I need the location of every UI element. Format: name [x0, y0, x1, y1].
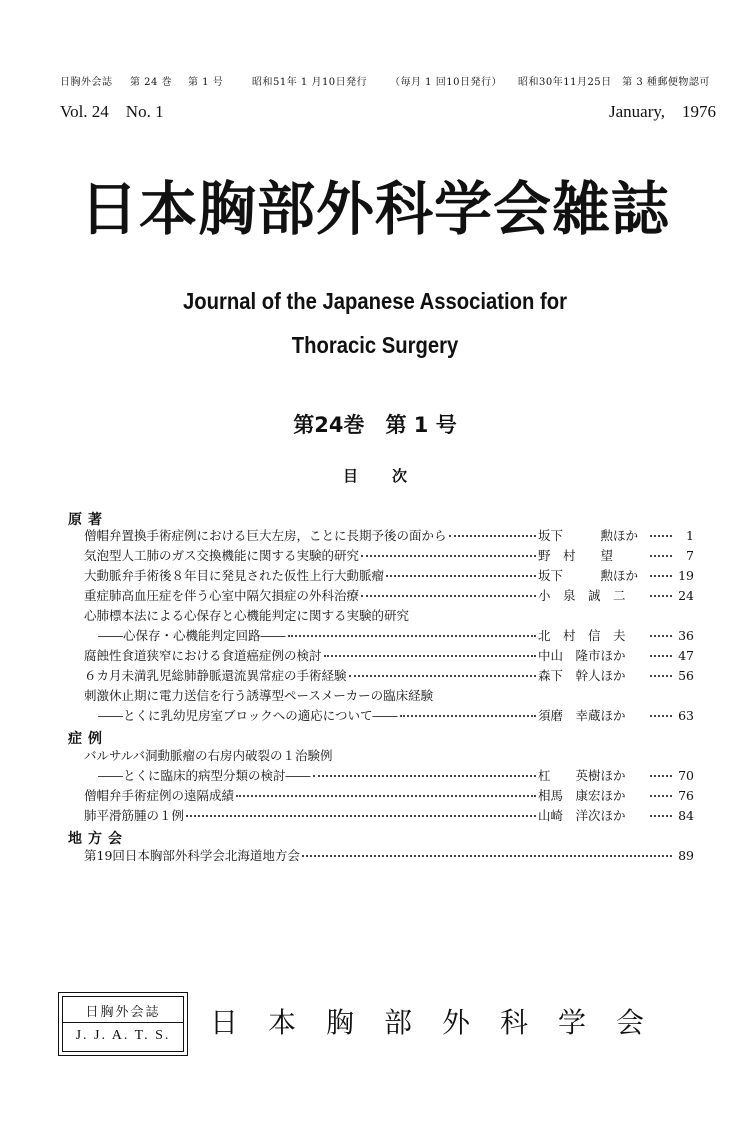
entry-page: 70 [678, 768, 694, 783]
toc-entry[interactable] [84, 526, 694, 546]
entry-title: 僧帽弁置換手術症例における巨大左房，ことに長期予後の面から [84, 528, 447, 543]
leader-dots [650, 654, 672, 657]
entry-subtitle: ――心保存・心機能判定回路―― [98, 628, 286, 643]
journal-title-english-line1: Journal of the Japanese Association for [183, 288, 567, 314]
leader-dots [288, 634, 536, 637]
journal-abbrev-badge [62, 996, 184, 1052]
leader-dots [650, 634, 672, 637]
entry-title: ６カ月未満乳児総肺静脈還流異常症の手術経験 [84, 668, 347, 683]
leader-dots [650, 554, 672, 557]
contents-heading: 目次 [342, 467, 441, 485]
toc-entry[interactable] [84, 646, 694, 666]
leader-dots [324, 654, 536, 657]
entry-page: 7 [686, 548, 694, 563]
entry-author: 坂下 勲ほか [538, 528, 639, 543]
entry-author: 森下 幹人ほか [538, 668, 626, 683]
toc-entry[interactable] [84, 846, 694, 866]
entry-author: 山崎 洋次ほか [538, 808, 626, 823]
journal-title-japanese: 日本胸部外科学会雑誌 [79, 175, 670, 243]
society-name: 日本胸部外科学会 [210, 1006, 675, 1039]
pubinfo-abbrev: 日胸外会誌 [60, 77, 113, 88]
issue-heading: 第24巻 第 1 号 [293, 413, 457, 437]
toc-entry[interactable] [98, 626, 694, 646]
badge-english-abbrev: J. J. A. T. S. [75, 1028, 171, 1043]
toc-entry[interactable] [84, 566, 694, 586]
entry-subtitle: ――とくに乳幼児房室ブロックへの適応について―― [98, 708, 398, 723]
section-regional-meetings: 地方会 [68, 831, 128, 847]
entry-title: 肺平滑筋腫の１例 [84, 808, 185, 823]
entry-author: 北 村 信 夫 [538, 628, 626, 643]
journal-title-english-line2: Thoracic Surgery [291, 332, 459, 358]
leader-dots [650, 774, 672, 777]
toc-entry[interactable] [98, 766, 694, 786]
entry-title: 腐蝕性食道狭窄における食道癌症例の検討 [84, 648, 322, 663]
entry-author: 野 村 望 [538, 548, 614, 563]
pubinfo-issued: 昭和51年 1 月10日発行 [252, 77, 368, 88]
section-original-articles: 原著 [68, 512, 108, 528]
badge-japanese-abbrev: 日胸外会誌 [85, 1005, 161, 1020]
pubinfo-volume: 第 24 巻 [130, 77, 173, 88]
leader-dots [349, 674, 536, 677]
leader-dots [449, 534, 536, 537]
entry-page: 84 [678, 808, 694, 823]
section-case-reports: 症例 [68, 731, 108, 747]
leader-dots [650, 594, 672, 597]
toc-entry-title-line[interactable]: 心肺標本法による心保存と心機能判定に関する実験的研究 [84, 608, 410, 623]
issue-date: January, 1976 [608, 102, 716, 121]
entry-author: 杠 英樹ほか [538, 768, 626, 783]
entry-author: 須磨 幸蔵ほか [538, 708, 626, 723]
entry-page: 24 [678, 588, 694, 603]
toc-entry[interactable] [84, 806, 694, 826]
leader-dots [650, 534, 672, 537]
volume-number: Vol. 24 No. 1 [60, 102, 164, 121]
leader-dots [650, 574, 672, 577]
toc-entry[interactable] [98, 706, 694, 726]
entry-page: 36 [678, 628, 694, 643]
entry-title: 気泡型人工肺のガス交換機能に関する実験的研究 [84, 548, 360, 563]
leader-dots [650, 794, 672, 797]
pubinfo-number: 第 1 号 [188, 77, 224, 88]
entry-author: 相馬 康宏ほか [538, 788, 626, 803]
toc-entry-title-line[interactable]: バルサルバ洞動脈瘤の右房内破裂の１治験例 [84, 748, 333, 763]
leader-dots [313, 774, 536, 777]
leader-dots [386, 574, 536, 577]
leader-dots [650, 814, 672, 817]
badge-divider [63, 1022, 183, 1023]
entry-page: 89 [678, 848, 694, 863]
entry-author: 小 泉 誠 二 [538, 588, 626, 603]
leader-dots [361, 554, 536, 557]
pubinfo-registration: 昭和30年11月25日 第 3 種郵便物認可 [518, 77, 710, 88]
leader-dots [400, 714, 536, 717]
pubinfo-frequency: （毎月 1 回10日発行） [390, 77, 502, 88]
entry-page: 47 [678, 648, 694, 663]
entry-title: 第19回日本胸部外科学会北海道地方会 [84, 848, 300, 863]
entry-page: 56 [678, 668, 694, 683]
entry-page: 63 [678, 708, 694, 723]
entry-page: 1 [686, 528, 694, 543]
toc-entry-title-line[interactable]: 刺激休止期に電力送信を行う誘導型ペースメーカーの臨床経験 [84, 688, 434, 703]
entry-title: 大動脈弁手術後８年目に発見された仮性上行大動脈瘤 [84, 568, 385, 583]
entry-author: 中山 隆市ほか [538, 648, 626, 663]
entry-page: 76 [678, 788, 694, 803]
leader-dots [650, 674, 672, 677]
toc-entry[interactable] [84, 786, 694, 806]
entry-title: 重症肺高血圧症を伴う心室中隔欠損症の外科治療 [84, 588, 360, 603]
entry-page: 19 [678, 568, 694, 583]
leader-dots [302, 854, 672, 857]
entry-author: 坂下 勲ほか [538, 568, 639, 583]
entry-title: 僧帽弁手術症例の遠隔成績 [84, 788, 235, 803]
leader-dots [650, 714, 672, 717]
toc-entry[interactable] [84, 546, 694, 566]
leader-dots [361, 594, 536, 597]
leader-dots [186, 814, 536, 817]
toc-entry[interactable] [84, 666, 694, 686]
entry-subtitle: ――とくに臨床的病型分類の検討―― [98, 768, 311, 783]
leader-dots [236, 794, 536, 797]
toc-entry[interactable] [84, 586, 694, 606]
